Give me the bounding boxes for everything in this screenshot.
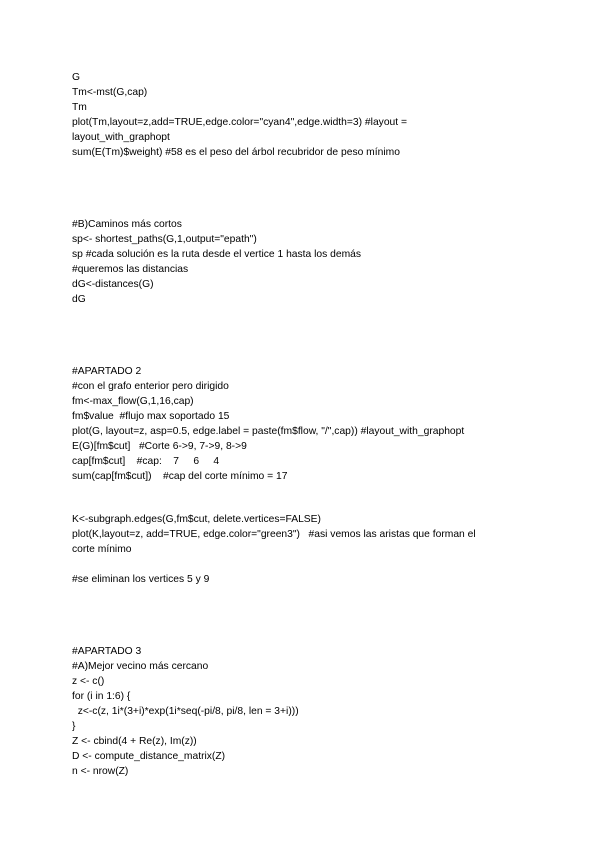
section-heading: #APARTADO 3: [72, 646, 142, 657]
code-line: Z <- cbind(4 + Re(z), Im(z)): [72, 736, 197, 747]
code-line: Tm<-mst(G,cap): [72, 87, 148, 98]
code-line: }: [72, 721, 76, 732]
code-line: dG: [72, 294, 86, 305]
code-line: D <- compute_distance_matrix(Z): [72, 751, 226, 762]
code-line: corte mínimo: [72, 544, 132, 555]
code-line: sp<- shortest_paths(G,1,output="epath"): [72, 234, 257, 245]
code-line: layout_with_graphopt: [72, 132, 170, 143]
code-line: plot(G, layout=z, asp=0.5, edge.label = paste(fm$flow, "/",cap)) #layout_with_graphopt: [72, 426, 465, 437]
code-line: fm<-max_flow(G,1,16,cap): [72, 396, 194, 407]
code-line: fm$value #flujo max soportado 15: [72, 411, 230, 422]
code-line: #queremos las distancias: [72, 264, 189, 275]
code-line: sp #cada solución es la ruta desde el vertice 1 hasta los demás: [72, 249, 362, 260]
code-line: n <- nrow(Z): [72, 766, 129, 777]
code-line: sum(cap[fm$cut]) #cap del corte mínimo = 17: [72, 471, 288, 482]
code-line: G: [72, 72, 81, 83]
code-line: sum(E(Tm)$weight) #58 es el peso del árbol recubridor de peso mínimo: [72, 147, 400, 158]
code-line: Tm: [72, 102, 87, 113]
code-line: E(G)[fm$cut] #Corte 6->9, 7->9, 8->9: [72, 441, 247, 452]
code-line: z <- c(): [72, 676, 105, 687]
code-line: #con el grafo enterior pero dirigido: [72, 381, 229, 392]
code-line: dG<-distances(G): [72, 279, 154, 290]
code-line: #A)Mejor vecino más cercano: [72, 661, 209, 672]
code-line: cap[fm$cut] #cap: 7 6 4: [72, 456, 220, 467]
code-line: z<-c(z, 1i*(3+i)*exp(1i*seq(-pi/8, pi/8, len = 3+i))): [72, 706, 299, 717]
section-heading: #APARTADO 2: [72, 366, 142, 377]
code-line: for (i in 1:6) {: [72, 691, 131, 702]
code-line: #B)Caminos más cortos: [72, 219, 182, 230]
code-line: K<-subgraph.edges(G,fm$cut, delete.vertices=FALSE): [72, 514, 321, 525]
code-line: plot(K,layout=z, add=TRUE, edge.color="green3") #asi vemos las aristas que forman el: [72, 529, 476, 540]
code-line: plot(Tm,layout=z,add=TRUE,edge.color="cyan4",edge.width=3) #layout =: [72, 117, 408, 128]
code-line: #se eliminan los vertices 5 y 9: [72, 574, 210, 585]
